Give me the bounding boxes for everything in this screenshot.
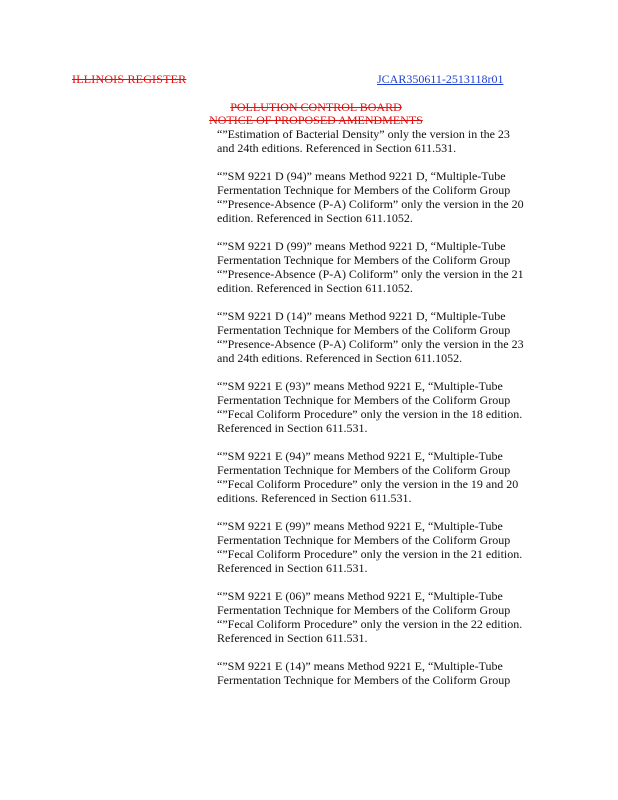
entry-line: “”Estimation of Bacterial Density” only the version in the 23 (217, 127, 510, 141)
register-header: ILLINOIS REGISTER (72, 72, 187, 86)
notice-title: NOTICE OF PROPOSED AMENDMENTS (209, 113, 423, 127)
definition-entry (217, 589, 549, 645)
entry-line: “”SM 9221 E (94)” means Method 9221 E, “Multiple-Tube (217, 449, 503, 463)
entry-line: “”Fecal Coliform Procedure” only the version in the 22 edition. (217, 617, 523, 631)
entry-line: Fermentation Technique for Members of the Coliform Group (217, 183, 511, 197)
entry-line: “”Presence-Absence (P-A) Coliform” only the version in the 21 (217, 267, 524, 281)
definition-entry (217, 127, 549, 155)
entry-line: “”SM 9221 D (99)” means Method 9221 D, “Multiple-Tube (217, 239, 506, 253)
entry-line: Fermentation Technique for Members of the Coliform Group (217, 253, 511, 267)
definitions-list (217, 127, 549, 701)
entry-line: Fermentation Technique for Members of the Coliform Group (217, 323, 511, 337)
definition-entry (217, 659, 549, 687)
entry-line: Referenced in Section 611.531. (217, 631, 368, 645)
entry-line: “”SM 9221 E (93)” means Method 9221 E, “Multiple-Tube (217, 379, 503, 393)
entry-line: “”Fecal Coliform Procedure” only the version in the 21 edition. (217, 547, 523, 561)
entry-line: “”SM 9221 D (14)” means Method 9221 D, “Multiple-Tube (217, 309, 506, 323)
entry-line: Fermentation Technique for Members of the Coliform Group (217, 533, 511, 547)
entry-line: “”Fecal Coliform Procedure” only the version in the 19 and 20 (217, 477, 519, 491)
entry-line: “”SM 9221 D (94)” means Method 9221 D, “Multiple-Tube (217, 169, 506, 183)
entry-line: Fermentation Technique for Members of the Coliform Group (217, 603, 511, 617)
entry-line: “”SM 9221 E (06)” means Method 9221 E, “Multiple-Tube (217, 589, 503, 603)
definition-entry (217, 449, 549, 505)
entry-line: “”Fecal Coliform Procedure” only the version in the 18 edition. (217, 407, 523, 421)
entry-line: Fermentation Technique for Members of the Coliform Group (217, 463, 511, 477)
entry-line: and 24th editions. Referenced in Section 611.1052. (217, 351, 463, 365)
entry-line: Fermentation Technique for Members of the Coliform Group (217, 673, 511, 687)
definition-entry (217, 519, 549, 575)
document-id: JCAR350611-2513118r01 (377, 72, 504, 86)
entry-line: “”SM 9221 E (14)” means Method 9221 E, “Multiple-Tube (217, 659, 503, 673)
entry-line: editions. Referenced in Section 611.531. (217, 491, 412, 505)
entry-line: Fermentation Technique for Members of the Coliform Group (217, 393, 511, 407)
entry-line: edition. Referenced in Section 611.1052. (217, 211, 413, 225)
definition-entry (217, 379, 549, 435)
entry-line: edition. Referenced in Section 611.1052. (217, 281, 413, 295)
entry-line: and 24th editions. Referenced in Section 611.531. (217, 141, 457, 155)
entry-line: Referenced in Section 611.531. (217, 561, 368, 575)
definition-entry (217, 309, 549, 365)
entry-line: “”SM 9221 E (99)” means Method 9221 E, “Multiple-Tube (217, 519, 503, 533)
definition-entry (217, 239, 549, 295)
board-title: POLLUTION CONTROL BOARD (230, 100, 402, 114)
definition-entry (217, 169, 549, 225)
entry-line: Referenced in Section 611.531. (217, 421, 368, 435)
entry-line: “”Presence-Absence (P-A) Coliform” only the version in the 20 (217, 197, 524, 211)
entry-line: “”Presence-Absence (P-A) Coliform” only the version in the 23 (217, 337, 524, 351)
